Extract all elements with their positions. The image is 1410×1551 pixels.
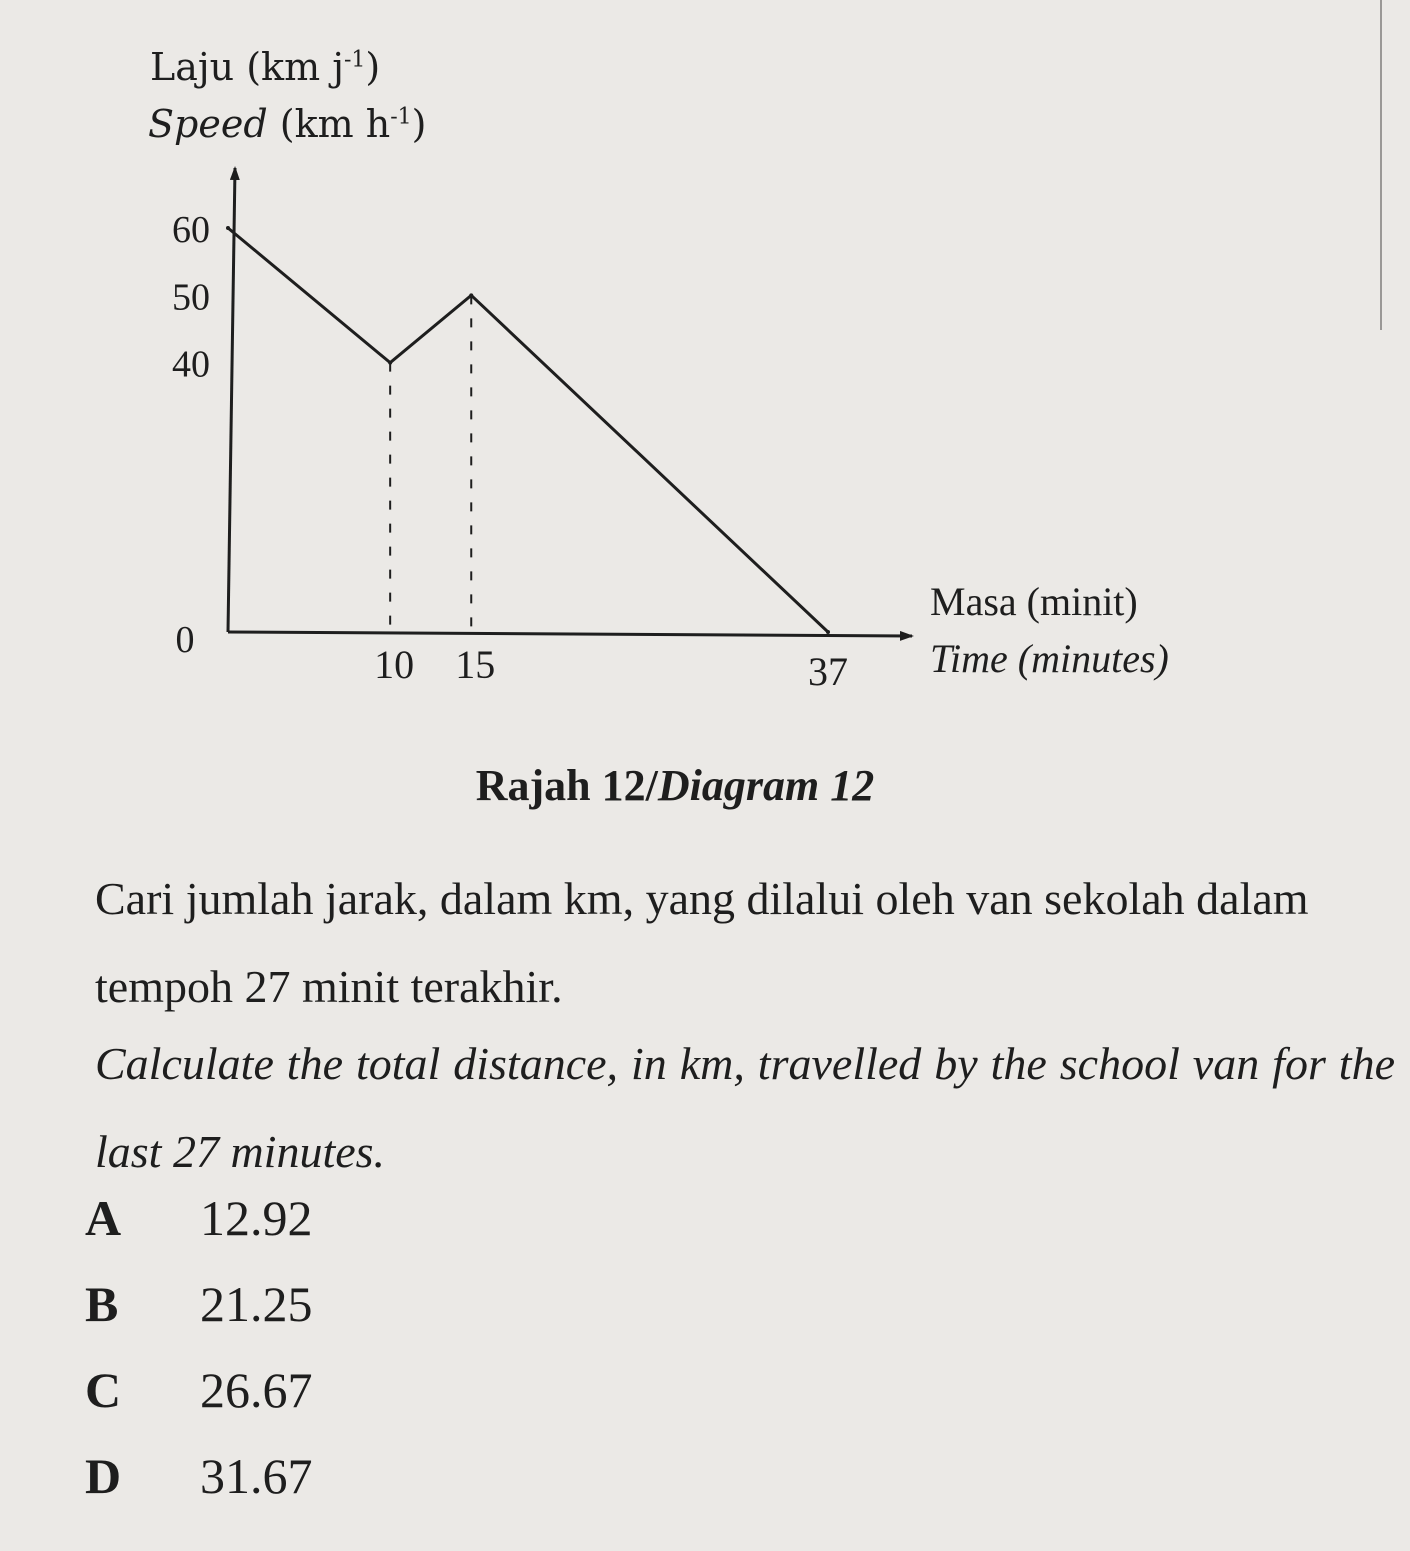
speed-line [228, 228, 828, 632]
y-tick-label-60: 60 [172, 209, 210, 251]
y-axis-title-malay: Laju (km $j^{-1}$) [150, 45, 381, 89]
option-c[interactable]: C 26.67 [85, 1362, 313, 1418]
data-point-1 [388, 361, 392, 365]
data-point-0 [226, 226, 230, 230]
y-axis-title-english: Speed (km $h^{-1}$) [148, 102, 427, 146]
speed-time-graph [0, 0, 1410, 720]
origin-label: 0 [175, 619, 195, 661]
x-tick-label-15: 15 [455, 642, 496, 687]
x-tick-label-10: 10 [374, 642, 415, 687]
x-tick-label-37: 37 [808, 649, 848, 694]
option-b[interactable]: B 21.25 [85, 1276, 313, 1332]
option-a[interactable]: A 12.92 [85, 1190, 313, 1246]
y-tick-label-50: 50 [172, 276, 210, 319]
diagram-caption: Rajah 12/Diagram 12 [475, 761, 875, 810]
x-axis-line [228, 632, 912, 636]
data-point-2 [469, 293, 473, 297]
x-axis-title-english: Time (minutes) [930, 636, 1169, 681]
x-axis-title-malay: Masa (minit) [930, 579, 1138, 624]
question-malay: Cari jumlah jarak, dalam km, yang dilalui oleh van sekolah dalam tempoh 27 minit terakhir. [95, 873, 1309, 1012]
option-d[interactable]: D 31.67 [85, 1448, 313, 1504]
question-english: Calculate the total distance, in km, travelled by the school van for the last 27 minutes. [95, 1038, 1395, 1177]
y-axis-line [228, 168, 235, 632]
answer-options [85, 1175, 313, 1519]
data-point-3 [826, 630, 830, 634]
y-tick-label-40: 40 [172, 343, 210, 386]
